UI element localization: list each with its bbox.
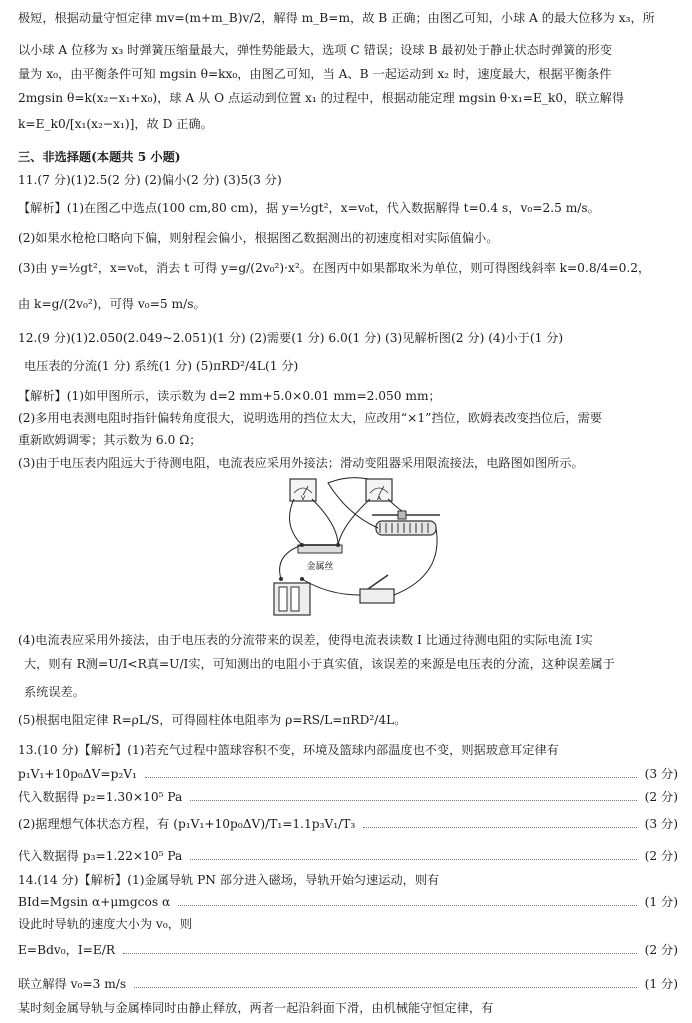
circuit-diagram bbox=[268, 475, 448, 625]
analysis-line: 【解析】(1)在图乙中选点(100 cm,80 cm)，据 y=½gt²，x=v₀t，代入数据解得 t=0.4 s，v₀=2.5 m/s。 bbox=[18, 201, 600, 215]
text-line: (2)如果水枪枪口略向下偏，则射程会偏小，根据图乙数据测出的初速度相对实际值偏小。 bbox=[18, 231, 499, 245]
analysis-line: 14.(14 分)【解析】(1)金属导轨 PN 部分进入磁场，导轨开始匀速运动，则有 bbox=[18, 873, 440, 887]
score: (2 分) bbox=[644, 849, 678, 863]
scored-line bbox=[18, 816, 678, 833]
text-line: 量为 x₀，由平衡条件可知 mgsin θ=kx₀，由图乙可知，当 A、B 一起运动到 x₂ 时，速度最大，根据平衡条件 bbox=[18, 67, 612, 81]
score: (3 分) bbox=[644, 817, 678, 831]
equation: 代入数据得 p₂=1.30×10⁵ Pa bbox=[18, 790, 183, 804]
section-heading: 三、非选择题(本题共 5 小题) bbox=[18, 150, 181, 164]
text-line: 由 k=g/(2v₀²)，可得 v₀=5 m/s。 bbox=[18, 297, 206, 311]
score: (1 分) bbox=[644, 895, 678, 909]
answer-line: 11.(7 分)(1)2.5(2 分) (2)偏小(2 分) (3)5(3 分) bbox=[18, 173, 282, 187]
text-line: k=E_k0/[x₁(x₂−x₁)]，故 D 正确。 bbox=[18, 117, 213, 131]
analysis-line: 13.(10 分)【解析】(1)若充气过程中篮球容积不变，环境及篮球内部温度也不变，则据玻意耳定律有 bbox=[18, 743, 559, 757]
equation: 代入数据得 p₃=1.22×10⁵ Pa bbox=[18, 849, 183, 863]
scored-line bbox=[18, 894, 678, 911]
equation: BId=Mgsin α+μmgcos α bbox=[18, 895, 171, 909]
analysis-line: 【解析】(1)如甲图所示，读示数为 d=2 mm+5.0×0.01 mm=2.050 mm； bbox=[18, 389, 441, 403]
text-line: (2)多用电表测电阻时指针偏转角度很大，说明选用的挡位太大，应改用“×1”挡位，欧姆表改变挡位后，需要 bbox=[18, 411, 602, 425]
equation: p₁V₁+10p₀ΔV=p₂V₁ bbox=[18, 767, 137, 781]
battery-icon bbox=[274, 577, 310, 615]
score: (2 分) bbox=[644, 790, 678, 804]
text-line: 系统误差。 bbox=[24, 685, 85, 699]
text-line: 设此时导轨的速度大小为 v₀，则 bbox=[18, 917, 193, 931]
text-line: 大，则有 R测=U/I<R真=U/I实，可知测出的电阻小于真实值，该误差的来源是电压表的分流，这种误差属于 bbox=[24, 657, 615, 671]
text-line: (5)根据电阻定律 R=ρL/S，可得圆柱体电阻率为 ρ=RS/L=πRD²/4L。 bbox=[18, 713, 407, 727]
scored-line bbox=[18, 848, 678, 865]
answer-line: 电压表的分流(1 分) 系统(1 分) (5)πRD²/4L(1 分) bbox=[24, 359, 299, 373]
score: (3 分) bbox=[644, 767, 678, 781]
ammeter-label: A bbox=[376, 495, 382, 502]
equation: (2)据理想气体状态方程，有 (p₁V₁+10p₀ΔV)/T₁=1.1p₃V₁/T₃ bbox=[18, 817, 356, 831]
equation: E=Bdv₀，I=E/R bbox=[18, 943, 116, 957]
text-line: 以小球 A 位移为 x₃ 时弹簧压缩量最大，弹性势能最大，选项 C 错误；设球 B 最初处于静止状态时弹簧的形变 bbox=[18, 43, 612, 57]
scored-line bbox=[18, 942, 678, 959]
score: (1 分) bbox=[644, 977, 678, 991]
scored-line bbox=[18, 976, 678, 993]
voltmeter-icon bbox=[290, 479, 316, 502]
ammeter-icon bbox=[366, 479, 392, 502]
equation: 联立解得 v₀=3 m/s bbox=[18, 977, 127, 991]
text-line: 2mgsin θ=k(x₂−x₁+x₀)，球 A 从 O 点运动到位置 x₁ 的过程中，根据动能定理 mgsin θ·x₁=E_k0，联立解得 bbox=[18, 91, 625, 105]
text-line: 重新欧姆调零；其示数为 6.0 Ω； bbox=[18, 433, 202, 447]
rheostat-icon bbox=[372, 511, 440, 535]
text-line: 极短，根据动量守恒定律 mv=(m+m_B)v/2，解得 m_B=m，故 B 正确；由图乙可知，小球 A 的最大位移为 x₃，所 bbox=[18, 11, 655, 25]
answer-line: 12.(9 分)(1)2.050(2.049~2.051)(1 分) (2)需要(1 分) 6.0(1 分) (3)见解析图(2 分) (4)小于(1 分) bbox=[18, 331, 564, 345]
scored-line bbox=[18, 789, 678, 806]
text-line: (3)由 y=½gt²，x=v₀t，消去 t 可得 y=g/(2v₀²)·x²。在图丙中如果都取米为单位，则可得图线斜率 k=0.8/4=0.2， bbox=[18, 261, 651, 275]
text-line: (3)由于电压表内阻远大于待测电阻，电流表应采用外接法；滑动变阻器采用限流接法，电路图如图所示。 bbox=[18, 456, 584, 470]
wire-label: 金属丝 bbox=[306, 562, 334, 572]
scored-line bbox=[18, 766, 678, 783]
voltmeter-label: V bbox=[300, 495, 306, 502]
text-line: 某时刻金属导轨与金属棒同时由静止释放，两者一起沿斜面下滑，由机械能守恒定律，有 bbox=[18, 1001, 494, 1015]
text-line: (4)电流表应采用外接法，由于电压表的分流带来的误差，使得电流表读数 I 比通过待测电阻的实际电流 I实 bbox=[18, 633, 593, 647]
switch-icon bbox=[360, 575, 394, 603]
score: (2 分) bbox=[644, 943, 678, 957]
metal-wire-icon bbox=[298, 543, 342, 553]
